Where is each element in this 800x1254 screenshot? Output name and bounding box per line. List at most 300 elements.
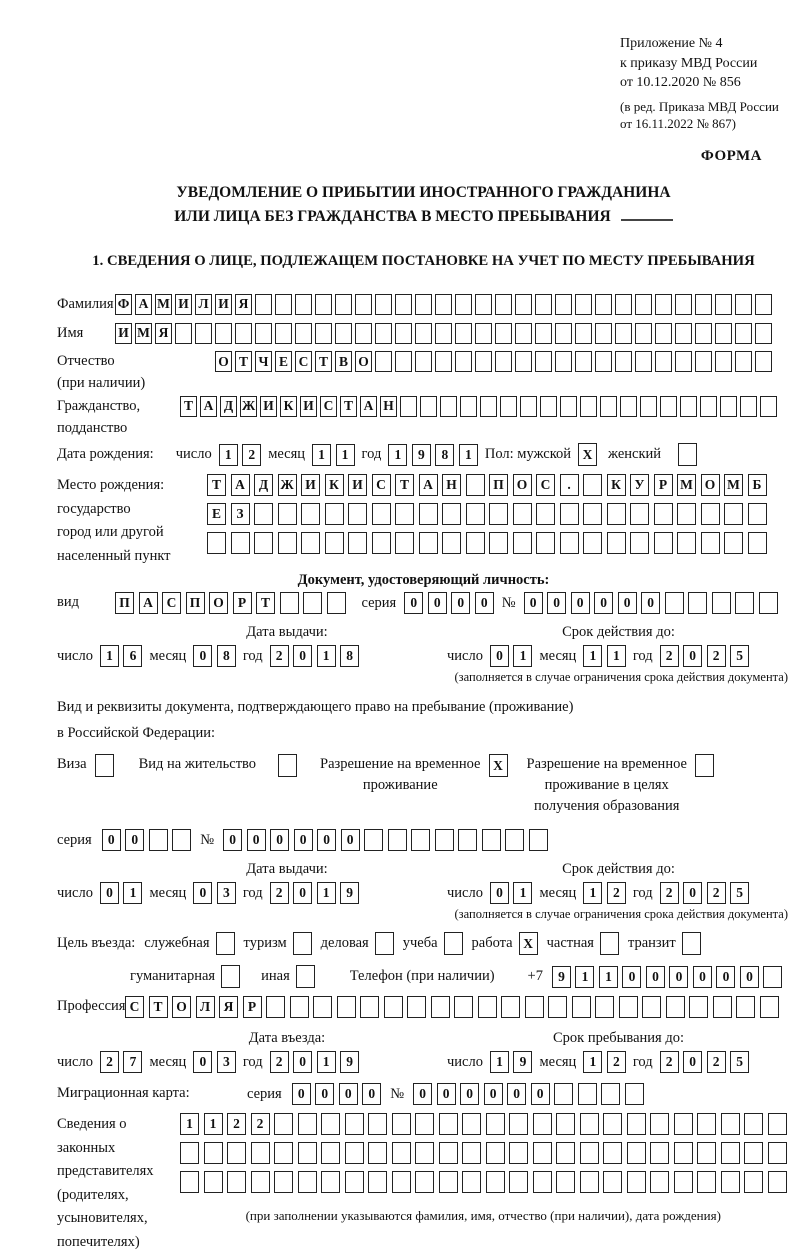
representatives-cell[interactable] <box>627 1113 646 1135</box>
birth-place-cell[interactable]: И <box>301 474 320 496</box>
doc-number-cell[interactable] <box>735 592 754 614</box>
surname-cell[interactable] <box>495 294 512 315</box>
birth-place-cell[interactable] <box>254 532 273 554</box>
given-name-cell[interactable] <box>715 323 732 344</box>
residence-series-cell[interactable] <box>149 829 168 851</box>
residence-series-cell[interactable]: 0 <box>102 829 121 851</box>
profession-cell[interactable] <box>736 996 755 1018</box>
phone-cell[interactable]: 0 <box>716 966 735 988</box>
residence-expiry-year-cell[interactable]: 5 <box>730 882 749 904</box>
birth-place-cell[interactable] <box>654 503 673 525</box>
birth-place-cell[interactable] <box>395 532 414 554</box>
representatives-cell[interactable] <box>439 1142 458 1164</box>
visa-checkbox-cell[interactable] <box>95 754 114 777</box>
entry-year-cell[interactable]: 1 <box>317 1051 336 1073</box>
citizenship-cell[interactable]: С <box>320 396 337 417</box>
phone-cell[interactable]: 0 <box>669 966 688 988</box>
representatives-cell[interactable] <box>580 1171 599 1193</box>
representatives-cell[interactable] <box>345 1113 364 1135</box>
doc-kind-cell[interactable] <box>280 592 299 614</box>
migration-number-cell[interactable]: 0 <box>413 1083 432 1105</box>
patronymic-cell[interactable] <box>715 351 732 372</box>
representatives-cell[interactable] <box>462 1113 481 1135</box>
representatives-cell[interactable] <box>462 1171 481 1193</box>
residence-expiry-day-cell[interactable]: 1 <box>513 882 532 904</box>
citizenship-cell[interactable]: Т <box>180 396 197 417</box>
profession-cell[interactable] <box>548 996 567 1018</box>
expiry-year-cell[interactable]: 2 <box>707 645 726 667</box>
given-name-cell[interactable] <box>215 323 232 344</box>
citizenship-cell[interactable] <box>620 396 637 417</box>
entry-day-cell[interactable]: 2 <box>100 1051 119 1073</box>
citizenship-cell[interactable] <box>760 396 777 417</box>
given-name-cell[interactable] <box>375 323 392 344</box>
representatives-cell[interactable] <box>415 1142 434 1164</box>
surname-cell[interactable] <box>695 294 712 315</box>
representatives-cell[interactable] <box>321 1142 340 1164</box>
patronymic-cell[interactable] <box>675 351 692 372</box>
issue-year-cell[interactable]: 0 <box>293 645 312 667</box>
representatives-cell[interactable] <box>603 1171 622 1193</box>
surname-cell[interactable] <box>575 294 592 315</box>
expiry-year-cell[interactable]: 0 <box>683 645 702 667</box>
profession-cell[interactable] <box>525 996 544 1018</box>
representatives-cell[interactable] <box>768 1142 787 1164</box>
birth-place-cell[interactable]: С <box>372 474 391 496</box>
phone-cell[interactable]: 0 <box>646 966 665 988</box>
surname-cell[interactable]: М <box>155 294 172 315</box>
representatives-cell[interactable] <box>744 1113 763 1135</box>
representatives-cell[interactable] <box>368 1113 387 1135</box>
patronymic-cell[interactable] <box>655 351 672 372</box>
patronymic-cell[interactable] <box>455 351 472 372</box>
until-year-cell[interactable]: 5 <box>730 1051 749 1073</box>
citizenship-cell[interactable]: Д <box>220 396 237 417</box>
citizenship-cell[interactable] <box>500 396 517 417</box>
doc-series-cell[interactable]: 0 <box>428 592 447 614</box>
surname-cell[interactable] <box>435 294 452 315</box>
entry-year-cell[interactable]: 0 <box>293 1051 312 1073</box>
birth-place-cell[interactable] <box>630 503 649 525</box>
patronymic-cell[interactable]: Ч <box>255 351 272 372</box>
birth-month-cell[interactable]: 1 <box>336 444 355 466</box>
migration-number-cell[interactable] <box>601 1083 620 1105</box>
birth-place-cell[interactable] <box>348 532 367 554</box>
residence-issue-year-cell[interactable]: 9 <box>340 882 359 904</box>
representatives-cell[interactable]: 2 <box>227 1113 246 1135</box>
surname-cell[interactable]: И <box>215 294 232 315</box>
given-name-cell[interactable] <box>495 323 512 344</box>
representatives-cell[interactable] <box>721 1142 740 1164</box>
birth-month-cell[interactable]: 1 <box>312 444 331 466</box>
birth-place-cell[interactable] <box>583 474 602 496</box>
surname-cell[interactable] <box>735 294 752 315</box>
entry-month-cell[interactable]: 0 <box>193 1051 212 1073</box>
profession-cell[interactable] <box>619 996 638 1018</box>
birth-place-cell[interactable] <box>278 532 297 554</box>
patronymic-cell[interactable]: О <box>215 351 232 372</box>
birth-place-cell[interactable] <box>325 503 344 525</box>
representatives-cell[interactable] <box>580 1113 599 1135</box>
surname-cell[interactable] <box>635 294 652 315</box>
given-name-cell[interactable] <box>275 323 292 344</box>
representatives-cell[interactable]: 1 <box>204 1113 223 1135</box>
representatives-cell[interactable] <box>697 1113 716 1135</box>
residence-issue-year-cell[interactable]: 1 <box>317 882 336 904</box>
residence-expiry-year-cell[interactable]: 2 <box>660 882 679 904</box>
representatives-cell[interactable] <box>509 1171 528 1193</box>
patronymic-cell[interactable]: Т <box>235 351 252 372</box>
surname-cell[interactable]: Ф <box>115 294 132 315</box>
birth-place-cell[interactable]: Е <box>207 503 226 525</box>
representatives-cell[interactable] <box>298 1171 317 1193</box>
residence-number-cell[interactable]: 0 <box>270 829 289 851</box>
residence-number-cell[interactable] <box>505 829 524 851</box>
representatives-cell[interactable] <box>368 1171 387 1193</box>
migration-series-cell[interactable]: 0 <box>315 1083 334 1105</box>
birth-place-cell[interactable] <box>372 503 391 525</box>
patronymic-cell[interactable]: Т <box>315 351 332 372</box>
profession-cell[interactable] <box>290 996 309 1018</box>
migration-number-cell[interactable]: 0 <box>460 1083 479 1105</box>
residence-series-cell[interactable] <box>172 829 191 851</box>
given-name-cell[interactable] <box>475 323 492 344</box>
temp-permit-checkbox-cell[interactable]: X <box>489 754 508 777</box>
representatives-cell[interactable] <box>227 1142 246 1164</box>
surname-cell[interactable] <box>715 294 732 315</box>
profession-cell[interactable] <box>572 996 591 1018</box>
given-name-cell[interactable] <box>415 323 432 344</box>
purpose-business-checkbox-cell[interactable] <box>375 932 394 955</box>
representatives-cell[interactable] <box>439 1113 458 1135</box>
patronymic-cell[interactable] <box>595 351 612 372</box>
representatives-cell[interactable] <box>533 1113 552 1135</box>
birth-place-cell[interactable]: Т <box>395 474 414 496</box>
expiry-day-cell[interactable]: 1 <box>513 645 532 667</box>
entry-month-cell[interactable]: 3 <box>217 1051 236 1073</box>
residence-number-cell[interactable] <box>388 829 407 851</box>
residence-permit-checkbox-cell[interactable] <box>278 754 297 777</box>
birth-place-cell[interactable] <box>748 532 767 554</box>
representatives-cell[interactable] <box>744 1142 763 1164</box>
doc-series-cell[interactable]: 0 <box>475 592 494 614</box>
representatives-cell[interactable] <box>721 1113 740 1135</box>
birth-place-cell[interactable] <box>583 503 602 525</box>
expiry-day-cell[interactable]: 0 <box>490 645 509 667</box>
residence-expiry-day-cell[interactable]: 0 <box>490 882 509 904</box>
representatives-cell[interactable] <box>392 1113 411 1135</box>
issue-day-cell[interactable]: 1 <box>100 645 119 667</box>
birth-place-cell[interactable] <box>372 532 391 554</box>
surname-cell[interactable] <box>335 294 352 315</box>
given-name-cell[interactable] <box>235 323 252 344</box>
issue-month-cell[interactable]: 0 <box>193 645 212 667</box>
until-year-cell[interactable]: 2 <box>660 1051 679 1073</box>
phone-cell[interactable] <box>763 966 782 988</box>
birth-place-cell[interactable] <box>677 532 696 554</box>
surname-cell[interactable] <box>755 294 772 315</box>
representatives-cell[interactable] <box>180 1142 199 1164</box>
surname-cell[interactable]: Л <box>195 294 212 315</box>
migration-number-cell[interactable] <box>554 1083 573 1105</box>
purpose-other-checkbox-cell[interactable] <box>296 965 315 988</box>
patronymic-cell[interactable] <box>495 351 512 372</box>
residence-number-cell[interactable]: 0 <box>294 829 313 851</box>
patronymic-cell[interactable] <box>475 351 492 372</box>
representatives-cell[interactable] <box>439 1171 458 1193</box>
birth-place-cell[interactable] <box>560 503 579 525</box>
doc-number-cell[interactable]: 0 <box>618 592 637 614</box>
representatives-cell[interactable]: 2 <box>251 1113 270 1135</box>
doc-series-cell[interactable]: 0 <box>404 592 423 614</box>
birth-place-cell[interactable] <box>301 532 320 554</box>
representatives-cell[interactable] <box>674 1142 693 1164</box>
representatives-cell[interactable] <box>533 1171 552 1193</box>
birth-day-cell[interactable]: 1 <box>219 444 238 466</box>
expiry-month-cell[interactable]: 1 <box>583 645 602 667</box>
residence-expiry-year-cell[interactable]: 2 <box>707 882 726 904</box>
profession-cell[interactable]: Т <box>149 996 168 1018</box>
representatives-cell[interactable] <box>321 1171 340 1193</box>
birth-year-cell[interactable]: 8 <box>435 444 454 466</box>
birth-place-cell[interactable] <box>442 532 461 554</box>
doc-kind-cell[interactable]: Р <box>233 592 252 614</box>
citizenship-cell[interactable]: И <box>300 396 317 417</box>
representatives-cell[interactable] <box>721 1171 740 1193</box>
surname-cell[interactable] <box>555 294 572 315</box>
citizenship-cell[interactable] <box>540 396 557 417</box>
profession-cell[interactable]: С <box>125 996 144 1018</box>
given-name-cell[interactable]: М <box>135 323 152 344</box>
patronymic-cell[interactable]: С <box>295 351 312 372</box>
surname-cell[interactable] <box>535 294 552 315</box>
birth-place-cell[interactable]: С <box>536 474 555 496</box>
representatives-cell[interactable] <box>697 1171 716 1193</box>
phone-cell[interactable]: 0 <box>622 966 641 988</box>
representatives-cell[interactable] <box>674 1171 693 1193</box>
profession-cell[interactable] <box>454 996 473 1018</box>
birth-place-cell[interactable] <box>536 532 555 554</box>
birth-place-cell[interactable]: Р <box>654 474 673 496</box>
representatives-cell[interactable] <box>251 1171 270 1193</box>
profession-cell[interactable] <box>266 996 285 1018</box>
surname-cell[interactable] <box>415 294 432 315</box>
birth-place-cell[interactable]: И <box>348 474 367 496</box>
birth-place-cell[interactable]: К <box>325 474 344 496</box>
entry-day-cell[interactable]: 7 <box>123 1051 142 1073</box>
citizenship-cell[interactable]: К <box>280 396 297 417</box>
birth-place-cell[interactable] <box>677 503 696 525</box>
representatives-cell[interactable]: 1 <box>180 1113 199 1135</box>
profession-cell[interactable] <box>478 996 497 1018</box>
representatives-cell[interactable] <box>674 1113 693 1135</box>
representatives-cell[interactable] <box>650 1171 669 1193</box>
profession-cell[interactable] <box>689 996 708 1018</box>
profession-cell[interactable] <box>760 996 779 1018</box>
citizenship-cell[interactable] <box>600 396 617 417</box>
profession-cell[interactable] <box>713 996 732 1018</box>
birth-year-cell[interactable]: 1 <box>459 444 478 466</box>
given-name-cell[interactable] <box>335 323 352 344</box>
issue-day-cell[interactable]: 6 <box>123 645 142 667</box>
representatives-cell[interactable] <box>556 1113 575 1135</box>
representatives-cell[interactable] <box>768 1113 787 1135</box>
citizenship-cell[interactable] <box>420 396 437 417</box>
surname-cell[interactable] <box>355 294 372 315</box>
doc-kind-cell[interactable]: А <box>139 592 158 614</box>
patronymic-cell[interactable] <box>695 351 712 372</box>
surname-cell[interactable] <box>395 294 412 315</box>
representatives-cell[interactable] <box>298 1113 317 1135</box>
birth-place-cell[interactable] <box>231 532 250 554</box>
birth-place-cell[interactable]: М <box>724 474 743 496</box>
birth-place-cell[interactable]: А <box>231 474 250 496</box>
migration-number-cell[interactable]: 0 <box>531 1083 550 1105</box>
residence-expiry-year-cell[interactable]: 0 <box>683 882 702 904</box>
doc-kind-cell[interactable]: П <box>186 592 205 614</box>
profession-cell[interactable] <box>595 996 614 1018</box>
birth-place-cell[interactable]: У <box>630 474 649 496</box>
until-day-cell[interactable]: 1 <box>490 1051 509 1073</box>
citizenship-cell[interactable] <box>440 396 457 417</box>
citizenship-cell[interactable] <box>460 396 477 417</box>
birth-year-cell[interactable]: 9 <box>412 444 431 466</box>
migration-number-cell[interactable] <box>625 1083 644 1105</box>
purpose-study-checkbox-cell[interactable] <box>444 932 463 955</box>
birth-place-cell[interactable] <box>419 532 438 554</box>
representatives-cell[interactable] <box>274 1113 293 1135</box>
birth-place-cell[interactable] <box>466 503 485 525</box>
profession-cell[interactable]: Я <box>219 996 238 1018</box>
birth-place-cell[interactable]: Б <box>748 474 767 496</box>
birth-place-cell[interactable] <box>724 503 743 525</box>
birth-day-cell[interactable]: 2 <box>242 444 261 466</box>
representatives-cell[interactable] <box>274 1171 293 1193</box>
birth-place-cell[interactable]: А <box>419 474 438 496</box>
edu-permit-checkbox-cell[interactable] <box>695 754 714 777</box>
profession-cell[interactable]: О <box>172 996 191 1018</box>
birth-place-cell[interactable] <box>301 503 320 525</box>
birth-place-cell[interactable] <box>278 503 297 525</box>
doc-kind-cell[interactable]: П <box>115 592 134 614</box>
patronymic-cell[interactable] <box>635 351 652 372</box>
profession-cell[interactable] <box>407 996 426 1018</box>
patronymic-cell[interactable] <box>555 351 572 372</box>
birth-place-cell[interactable] <box>489 532 508 554</box>
until-month-cell[interactable]: 2 <box>607 1051 626 1073</box>
given-name-cell[interactable] <box>395 323 412 344</box>
residence-number-cell[interactable] <box>435 829 454 851</box>
birth-place-cell[interactable] <box>583 532 602 554</box>
residence-series-cell[interactable]: 0 <box>125 829 144 851</box>
given-name-cell[interactable] <box>295 323 312 344</box>
birth-place-cell[interactable] <box>607 532 626 554</box>
representatives-cell[interactable] <box>486 1142 505 1164</box>
given-name-cell[interactable] <box>535 323 552 344</box>
birth-place-cell[interactable] <box>748 503 767 525</box>
birth-place-cell[interactable]: О <box>513 474 532 496</box>
citizenship-cell[interactable] <box>480 396 497 417</box>
profession-cell[interactable] <box>337 996 356 1018</box>
birth-place-cell[interactable] <box>325 532 344 554</box>
given-name-cell[interactable] <box>355 323 372 344</box>
citizenship-cell[interactable] <box>700 396 717 417</box>
given-name-cell[interactable] <box>175 323 192 344</box>
patronymic-cell[interactable] <box>755 351 772 372</box>
birth-place-cell[interactable]: П <box>489 474 508 496</box>
surname-cell[interactable] <box>475 294 492 315</box>
citizenship-cell[interactable] <box>720 396 737 417</box>
issue-year-cell[interactable]: 8 <box>340 645 359 667</box>
surname-cell[interactable] <box>315 294 332 315</box>
sex-female-checkbox-cell[interactable] <box>678 443 697 466</box>
citizenship-cell[interactable]: И <box>260 396 277 417</box>
surname-cell[interactable] <box>295 294 312 315</box>
citizenship-cell[interactable] <box>680 396 697 417</box>
patronymic-cell[interactable] <box>375 351 392 372</box>
representatives-cell[interactable] <box>415 1113 434 1135</box>
doc-number-cell[interactable] <box>665 592 684 614</box>
citizenship-cell[interactable] <box>560 396 577 417</box>
purpose-private-checkbox-cell[interactable] <box>600 932 619 955</box>
representatives-cell[interactable] <box>345 1142 364 1164</box>
birth-place-cell[interactable] <box>419 503 438 525</box>
representatives-cell[interactable] <box>345 1171 364 1193</box>
phone-cell[interactable]: 9 <box>552 966 571 988</box>
profession-cell[interactable]: Л <box>196 996 215 1018</box>
profession-cell[interactable] <box>642 996 661 1018</box>
patronymic-cell[interactable]: В <box>335 351 352 372</box>
representatives-cell[interactable] <box>768 1171 787 1193</box>
expiry-year-cell[interactable]: 5 <box>730 645 749 667</box>
phone-cell[interactable]: 1 <box>599 966 618 988</box>
issue-year-cell[interactable]: 2 <box>270 645 289 667</box>
residence-issue-month-cell[interactable]: 0 <box>193 882 212 904</box>
birth-place-cell[interactable]: З <box>231 503 250 525</box>
citizenship-cell[interactable] <box>400 396 417 417</box>
birth-year-cell[interactable]: 1 <box>388 444 407 466</box>
representatives-cell[interactable] <box>509 1113 528 1135</box>
residence-issue-day-cell[interactable]: 0 <box>100 882 119 904</box>
birth-place-cell[interactable] <box>560 532 579 554</box>
residence-issue-month-cell[interactable]: 3 <box>217 882 236 904</box>
doc-number-cell[interactable]: 0 <box>547 592 566 614</box>
citizenship-cell[interactable]: А <box>360 396 377 417</box>
birth-place-cell[interactable] <box>724 532 743 554</box>
representatives-cell[interactable] <box>274 1142 293 1164</box>
given-name-cell[interactable]: Я <box>155 323 172 344</box>
migration-number-cell[interactable] <box>578 1083 597 1105</box>
birth-place-cell[interactable] <box>348 503 367 525</box>
surname-cell[interactable]: Я <box>235 294 252 315</box>
representatives-cell[interactable] <box>603 1113 622 1135</box>
birth-place-cell[interactable]: Д <box>254 474 273 496</box>
given-name-cell[interactable] <box>195 323 212 344</box>
given-name-cell[interactable] <box>255 323 272 344</box>
migration-series-cell[interactable]: 0 <box>292 1083 311 1105</box>
representatives-cell[interactable] <box>556 1142 575 1164</box>
given-name-cell[interactable] <box>735 323 752 344</box>
representatives-cell[interactable] <box>321 1113 340 1135</box>
given-name-cell[interactable] <box>755 323 772 344</box>
citizenship-cell[interactable] <box>580 396 597 417</box>
until-day-cell[interactable]: 9 <box>513 1051 532 1073</box>
representatives-cell[interactable] <box>251 1142 270 1164</box>
citizenship-cell[interactable] <box>520 396 537 417</box>
residence-issue-year-cell[interactable]: 0 <box>293 882 312 904</box>
representatives-cell[interactable] <box>556 1171 575 1193</box>
birth-place-cell[interactable] <box>489 503 508 525</box>
